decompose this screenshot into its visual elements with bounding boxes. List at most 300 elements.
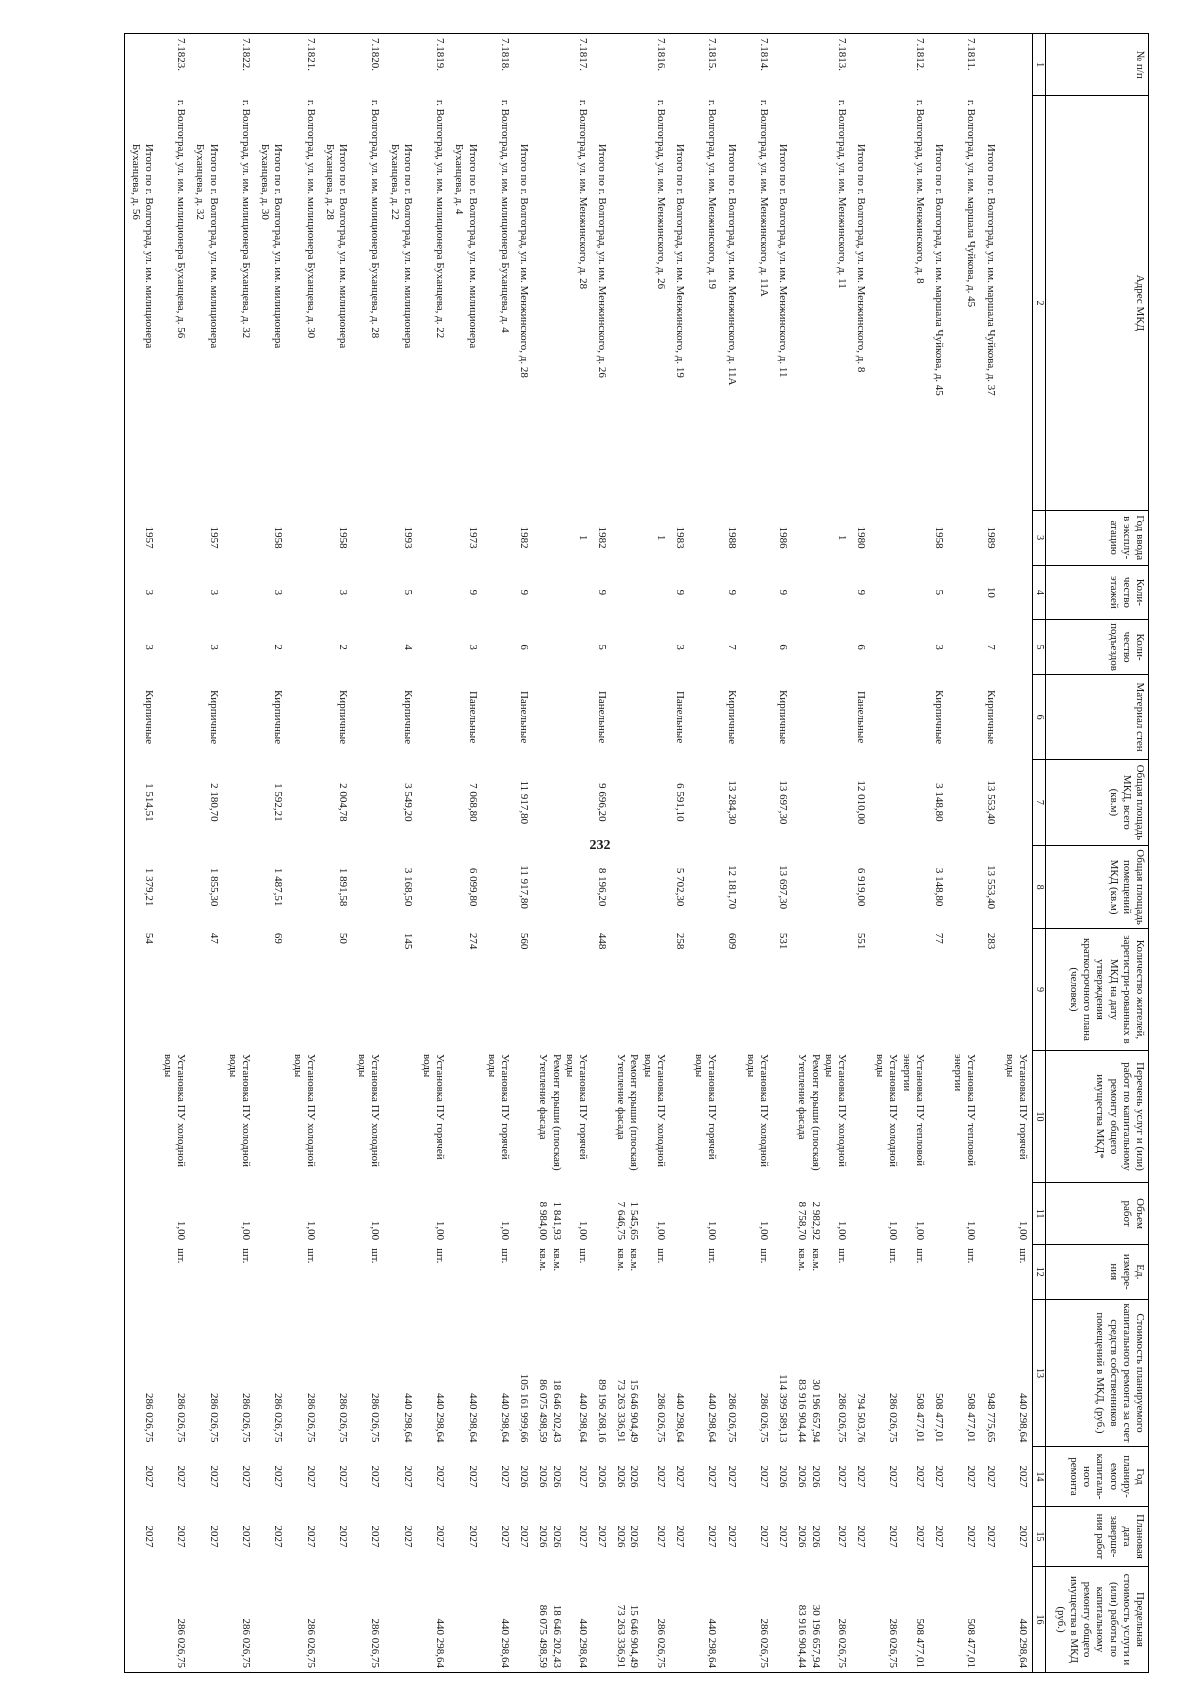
table-cell: 448 [596, 932, 609, 950]
table-cell: Итого по г. Волгоград, ул. им. маршала Чуйкова, д. 37 [984, 143, 997, 396]
table-cell: Кирпичные [933, 689, 946, 745]
table-cell: 2027 [499, 1525, 511, 1548]
table-cell: 7.1821. [287, 34, 319, 96]
table-cell [385, 1183, 417, 1244]
table-cell: 2027 [207, 1525, 220, 1548]
table-cell: Итого по г. Волгоград, ул. им. милиционера Буханцева, д. 22 [388, 143, 414, 349]
table-cell: шт. кв.м. кв.м. [796, 1248, 848, 1272]
table-cell: 3 549,20 [401, 783, 414, 822]
table-cell [851, 34, 870, 96]
table-cell: 9 [518, 589, 531, 596]
table-cell: 551 [855, 932, 868, 950]
table-cell [352, 675, 384, 760]
table-cell: Итого по г. Волгоград, ул. им. Менжинского, д. 11 [777, 143, 790, 378]
table-cell: 7.1817. [533, 34, 592, 96]
table-cell [125, 1050, 158, 1183]
table-row [1000, 34, 1033, 1673]
table-cell: 1 [835, 534, 848, 541]
table-cell [385, 1567, 417, 1673]
table-cell: шт. [1017, 1248, 1029, 1264]
table-cell: шт. кв.м. кв.м. [615, 1248, 667, 1272]
table-cell: г. Волгоград, ул. им. Менжинского, д. 8 [913, 99, 926, 284]
column-number-13: 13 [1033, 1299, 1046, 1446]
table-cell: 286 026,75 [741, 1567, 773, 1673]
table-cell [721, 34, 740, 96]
table-cell [1000, 565, 1033, 619]
column-header-10: Перечень услуг и (или) работ по капитальному ремонту общего имущества МКД* [1046, 1050, 1149, 1183]
table-cell: 5 [401, 589, 414, 596]
table-cell: 2027 [466, 1525, 479, 1548]
table-cell [689, 565, 721, 619]
table-cell: 508 477,01 286 026,75 [870, 1567, 929, 1673]
table-cell: 531 [777, 932, 790, 950]
table-cell: 7 [984, 644, 997, 650]
repair-plan-table [125, 33, 1150, 1673]
table-cell: 1988 [725, 526, 738, 549]
table-cell [741, 619, 773, 674]
table-cell [223, 510, 255, 565]
table-cell [689, 845, 721, 929]
table-cell: 12 181,70 [725, 865, 738, 910]
column-header-2: Адрес МКД [1046, 96, 1149, 510]
table-cell [190, 1567, 222, 1673]
table-cell [223, 619, 255, 674]
table-cell: 2027 2026 2026 [537, 1465, 589, 1488]
table-cell: 286 026,75 [287, 1567, 319, 1673]
column-header-7: Общая площадь МКД, всего (кв.м) [1046, 759, 1149, 845]
table-cell: г. Волгоград, ул. им. Менжинского, д. 11 [835, 99, 848, 289]
table-row [792, 34, 851, 1673]
table-cell: 286 026,75 [175, 1393, 188, 1443]
table-cell [948, 675, 980, 760]
table-cell: 286 026,75 [125, 1299, 158, 1446]
table-cell [870, 510, 929, 565]
table-cell [482, 929, 514, 1050]
table-cell: г. Волгоград, ул. им. милиционера Буханцева, д. 32 [240, 99, 252, 339]
table-cell: 1 487,51 [272, 867, 285, 907]
table-cell: 2027 [933, 1465, 946, 1488]
table-cell: 2 [272, 644, 285, 650]
table-cell [721, 1567, 740, 1673]
table-cell [287, 565, 319, 619]
table-cell [870, 845, 929, 929]
table-cell [320, 34, 352, 96]
table-cell: 286 026,75 [725, 1393, 738, 1443]
table-cell: 440 298,64 [401, 1393, 414, 1443]
table-cell [792, 565, 851, 619]
table-cell: 286 026,75 [304, 1393, 317, 1443]
table-cell: 1958 [272, 526, 285, 549]
table-cell [385, 1244, 417, 1299]
table-cell: Установка ПУ тепловой энергии [952, 1054, 978, 1167]
table-cell: 114 399 589,13 [777, 1374, 790, 1443]
table-cell [773, 1244, 792, 1299]
table-row [255, 34, 287, 1673]
column-number-16: 16 [1033, 1567, 1046, 1673]
table-row [514, 34, 533, 1673]
table-cell: 3 [337, 589, 350, 596]
table-cell [190, 1244, 222, 1299]
table-row [929, 34, 948, 1673]
table-cell: 7 068,80 [466, 783, 479, 822]
column-header-16: Предельная стоимость услуги и (или) работы по капитальному ремонту общего имущества в МКД (руб.) [1046, 1567, 1149, 1673]
table-cell: 13 553,40 [984, 780, 997, 825]
table-cell: 2027 [933, 1525, 946, 1548]
table-cell [792, 675, 851, 760]
column-header-13: Стоимость планируемого капитального ремонта за счет средств собственников помещений в МКД, (руб.) [1046, 1299, 1149, 1446]
table-cell: 2027 [984, 1525, 997, 1548]
table-cell: 2027 [304, 1525, 317, 1548]
table-cell: 2026 [777, 1465, 790, 1488]
table-cell: Кирпичные [725, 689, 738, 745]
table-cell [190, 1050, 222, 1183]
table-cell: 1,00 [434, 1220, 447, 1241]
table-cell: Итого по г. Волгоград, ул. им. милиционера Буханцева, д. 4 [453, 143, 479, 349]
table-cell: 440 298,64 [1000, 1567, 1033, 1673]
column-header-6: Материал стен [1046, 675, 1149, 760]
table-cell [870, 759, 929, 845]
table-cell: 2027 [337, 1525, 350, 1548]
table-cell [125, 1567, 158, 1673]
table-cell: 2027 [725, 1525, 738, 1548]
table-cell: Установка ПУ холодной воды [162, 1054, 188, 1168]
table-cell: Итого по г. Волгоград, ул. им. милиционера Буханцева, д. 28 [323, 143, 350, 349]
page-number: 232 [589, 838, 611, 853]
table-cell [223, 929, 255, 1050]
table-cell [1000, 929, 1033, 1050]
table-cell: Панельные [674, 690, 687, 744]
table-cell [223, 565, 255, 619]
table-cell: 1 592,21 [272, 783, 285, 822]
table-row [851, 34, 870, 1673]
table-row [870, 34, 929, 1673]
table-cell: 286 026,75 [337, 1393, 350, 1443]
table-cell: 11 917,80 [518, 780, 531, 825]
table-cell: Панельные [596, 690, 609, 744]
table-cell [287, 675, 319, 760]
table-cell: 2027 [240, 1465, 252, 1488]
table-row [948, 34, 980, 1673]
column-number-2: 2 [1033, 96, 1046, 510]
header-row [1046, 34, 1149, 1673]
table-cell [125, 1183, 158, 1244]
table-cell: 283 [984, 932, 997, 950]
table-cell: 2027 [499, 1465, 511, 1488]
table-cell: 560 [518, 932, 531, 950]
table-cell: г. Волгоград, ул. им. маршала Чуйкова, д. 45 [965, 99, 978, 308]
table-cell [851, 1050, 870, 1183]
column-number-4: 4 [1033, 565, 1046, 619]
table-cell [792, 845, 851, 929]
table-cell: шт. шт. [887, 1248, 926, 1264]
table-cell [514, 1244, 533, 1299]
table-cell [533, 565, 592, 619]
table-cell: 2027 [401, 1465, 414, 1488]
table-cell [948, 929, 980, 1050]
table-cell: 2027 2027 [887, 1525, 926, 1548]
table-cell: 1993 [401, 526, 414, 549]
column-number-1: 1 [1033, 34, 1046, 96]
table-cell: 1 [576, 534, 589, 541]
table-row [287, 34, 319, 1673]
table-cell: 440 298,64 18 646 202,43 86 075 498,59 [537, 1379, 589, 1443]
table-row [352, 34, 384, 1673]
table-cell: 508 477,01 [965, 1393, 978, 1443]
table-cell: 7.1820. [352, 34, 384, 96]
table-cell [689, 619, 721, 674]
table-cell: 286 026,75 15 646 904,49 73 263 336,91 [615, 1379, 667, 1443]
table-cell: 794 503,76 [855, 1393, 868, 1443]
table-cell: Кирпичные [125, 675, 158, 760]
table-cell [417, 759, 449, 845]
table-cell: Установка ПУ холодной воды Ремонт крыши (плоская) Утепление фасада [615, 1054, 667, 1171]
table-cell: г. Волгоград, ул. им. милиционера Буханцева, д. 56 [175, 99, 188, 339]
table-cell: Установка ПУ горячей воды [1003, 1054, 1029, 1160]
table-cell [670, 1567, 689, 1673]
table-cell: Установка ПУ тепловой энергии Установка ПУ холодной воды [874, 1054, 926, 1168]
table-cell [929, 1567, 948, 1673]
table-cell: Итого по г. Волгоград, ул. им. Менжинского, д. 8 [855, 143, 868, 373]
column-header-12: Ед. измере-ния [1046, 1244, 1149, 1299]
table-cell: шт. [758, 1248, 770, 1264]
table-cell: 2027 [596, 1525, 609, 1548]
table-cell [670, 1244, 689, 1299]
table-cell: 7.1823. [158, 34, 190, 96]
column-header-15: Плановая дата заверше-ния работ [1046, 1507, 1149, 1567]
table-cell: 2027 [466, 1465, 479, 1488]
table-cell [1000, 759, 1033, 845]
table-row [689, 34, 721, 1673]
table-row [980, 34, 999, 1673]
table-row [125, 34, 158, 1673]
table-cell: 3 [933, 644, 946, 650]
table-cell [929, 1183, 948, 1244]
table-cell [741, 759, 773, 845]
table-cell [449, 1183, 481, 1244]
table-cell: 2 [337, 644, 350, 650]
table-cell: 2027 2026 2026 [796, 1465, 848, 1488]
table-cell [352, 845, 384, 929]
table-cell [287, 929, 319, 1050]
table-row [320, 34, 352, 1673]
table-cell [385, 34, 417, 96]
table-cell: Итого по г. Волгоград, ул. им. милиционера Буханцева, д. 30 [259, 143, 285, 349]
table-cell: 2027 [725, 1465, 738, 1488]
column-number-15: 15 [1033, 1507, 1046, 1567]
table-cell: 440 298,64 [482, 1567, 514, 1673]
table-cell: 2027 [965, 1465, 978, 1488]
table-cell: 2027 [304, 1465, 317, 1488]
table-row [223, 34, 255, 1673]
table-cell: 69 [272, 932, 285, 944]
table-cell [689, 929, 721, 1050]
table-cell [482, 510, 514, 565]
table-cell: 2027 [434, 1525, 447, 1548]
table-cell [592, 1244, 611, 1299]
table-cell [611, 565, 670, 619]
table-cell: г. Волгоград, ул. им. Менжинского, д. 28 [576, 99, 589, 290]
table-cell: 1,00 1,00 [887, 1220, 926, 1241]
column-number-5: 5 [1033, 619, 1046, 674]
table-cell [158, 510, 190, 565]
table-cell [158, 565, 190, 619]
table-cell: 9 [674, 589, 687, 596]
table-cell: 2027 2026 2026 [615, 1525, 667, 1548]
table-cell: 9 696,20 [596, 783, 609, 822]
table-cell: шт. [499, 1248, 511, 1264]
table-cell: 2027 [125, 1447, 158, 1507]
table-cell: 2027 2027 [887, 1465, 926, 1488]
table-cell: 5 [933, 589, 946, 596]
column-number-12: 12 [1033, 1244, 1046, 1299]
table-cell: 1,00 [1017, 1220, 1029, 1241]
table-cell: 508 477,01 [948, 1567, 980, 1673]
table-cell [417, 929, 449, 1050]
table-cell: 2027 [207, 1465, 220, 1488]
table-cell [533, 929, 592, 1050]
table-cell: 13 697,30 [777, 865, 790, 910]
table-cell [1000, 96, 1033, 510]
table-cell: г. Волгоград, ул. им. милиционера Буханцева, д. 28 [369, 99, 382, 339]
table-cell [352, 510, 384, 565]
table-cell [689, 510, 721, 565]
table-cell: г. Волгоград, ул. им. Менжинского, д. 11А [758, 99, 770, 297]
table-cell: г. Волгоград, ул. им. Менжинского, д. 26 [654, 99, 667, 290]
table-cell: 2027 [369, 1465, 382, 1488]
table-cell: 948 775,65 [984, 1393, 997, 1443]
table-cell: 3 [125, 619, 158, 674]
table-cell [670, 1050, 689, 1183]
table-cell: 2027 [240, 1525, 252, 1548]
column-number-6: 6 [1033, 675, 1046, 760]
table-cell [721, 1050, 740, 1183]
table-cell: 1,00 1 545,65 7 646,75 [615, 1201, 667, 1241]
table-cell: 7.1812. [870, 34, 929, 96]
table-cell [417, 675, 449, 760]
table-cell [792, 619, 851, 674]
table-cell [773, 1050, 792, 1183]
table-cell [190, 1183, 222, 1244]
table-cell: Итого по г. Волгоград, ул. им. Менжинского, д. 19 [674, 143, 687, 378]
table-cell [741, 675, 773, 760]
column-number-10: 10 [1033, 1050, 1046, 1183]
column-number-row [1033, 34, 1046, 1673]
table-cell: Кирпичные [207, 689, 220, 745]
table-cell [255, 1050, 287, 1183]
table-cell: 3 [207, 644, 220, 650]
table-cell: 4 [401, 644, 414, 650]
table-cell [533, 845, 592, 929]
table-cell: 6 919,00 [855, 867, 868, 907]
table-cell: 2027 [434, 1465, 447, 1488]
table-cell: 1980 [855, 526, 868, 549]
table-cell: шт. [304, 1248, 317, 1264]
table-cell: 89 196 268,16 [596, 1379, 609, 1443]
table-cell [385, 1050, 417, 1183]
table-cell: Кирпичные [272, 689, 285, 745]
table-cell: Итого по г. Волгоград, ул. им. Менжинского, д. 26 [596, 143, 609, 378]
table-cell: шт. [369, 1248, 382, 1264]
table-cell [352, 929, 384, 1050]
table-row [417, 34, 449, 1673]
table-cell [255, 1244, 287, 1299]
table-cell: Итого по г. Волгоград, ул. им. Менжинского, д. 28 [518, 143, 531, 378]
table-cell: 7.1816. [611, 34, 670, 96]
table-cell [287, 619, 319, 674]
table-cell: 508 477,01 286 026,75 [887, 1393, 926, 1443]
column-number-9: 9 [1033, 929, 1046, 1050]
table-cell: 1958 [337, 526, 350, 549]
table-cell: 13 697,30 [777, 780, 790, 825]
table-cell [870, 565, 929, 619]
table-cell [741, 845, 773, 929]
table-cell: 440 298,64 [417, 1567, 449, 1673]
table-cell [929, 1244, 948, 1299]
table-cell: 1,00 [965, 1220, 978, 1241]
table-cell: 1 514,51 [125, 759, 158, 845]
table-cell: 1 379,21 [125, 845, 158, 929]
table-cell: шт. [706, 1248, 719, 1264]
table-cell [514, 1050, 533, 1183]
table-cell: 13 553,40 [984, 865, 997, 910]
table-cell: 440 298,64 [706, 1393, 719, 1443]
table-cell: 440 298,64 [689, 1567, 721, 1673]
table-cell [773, 1567, 792, 1673]
table-cell: шт. [965, 1248, 978, 1264]
table-cell: Установка ПУ холодной воды Ремонт крыши (плоская) Утепление фасада [796, 1054, 848, 1171]
table-cell [792, 759, 851, 845]
table-cell: 1,00 [304, 1220, 317, 1241]
table-cell: 258 [674, 932, 687, 950]
table-cell: 7.1815. [689, 34, 721, 96]
table-cell: Итого по г. Волгоград, ул. им. Менжинского, д. 11А [725, 143, 738, 386]
table-cell: Установка ПУ холодной воды [291, 1054, 317, 1168]
table-row [611, 34, 670, 1673]
table-cell [773, 34, 792, 96]
table-cell: 286 026,75 [369, 1393, 382, 1443]
table-cell: 1973 [466, 526, 479, 549]
table-cell: 1 855,30 [207, 867, 220, 907]
table-cell [1000, 510, 1033, 565]
table-cell [948, 619, 980, 674]
table-cell [482, 675, 514, 760]
column-header-3: Год ввода в эксплу-атацию [1046, 510, 1149, 565]
table-cell [929, 1050, 948, 1183]
table-cell [287, 759, 319, 845]
column-header-5: Коли-чество подъездов [1046, 619, 1149, 674]
table-cell: 1,00 [706, 1220, 719, 1241]
column-number-14: 14 [1033, 1447, 1046, 1507]
table-cell [980, 1050, 999, 1183]
table-cell: 3 148,80 [933, 783, 946, 822]
table-cell: 2027 [965, 1525, 978, 1548]
table-cell: 9 [466, 589, 479, 596]
table-cell [417, 510, 449, 565]
table-cell: шт. [240, 1248, 252, 1264]
table-cell: Итого по г. Волгоград, ул. им. милиционера Буханцева, д. 56 [125, 96, 158, 510]
table-cell: 1,00 [499, 1220, 511, 1241]
table-cell [870, 675, 929, 760]
table-cell [611, 845, 670, 929]
table-cell [158, 619, 190, 674]
table-cell [417, 619, 449, 674]
table-cell [592, 1567, 611, 1673]
table-cell [1000, 619, 1033, 674]
table-cell: 1982 [518, 526, 531, 549]
table-cell [320, 1183, 352, 1244]
table-cell: 13 284,30 [725, 780, 738, 825]
table-cell [980, 1183, 999, 1244]
